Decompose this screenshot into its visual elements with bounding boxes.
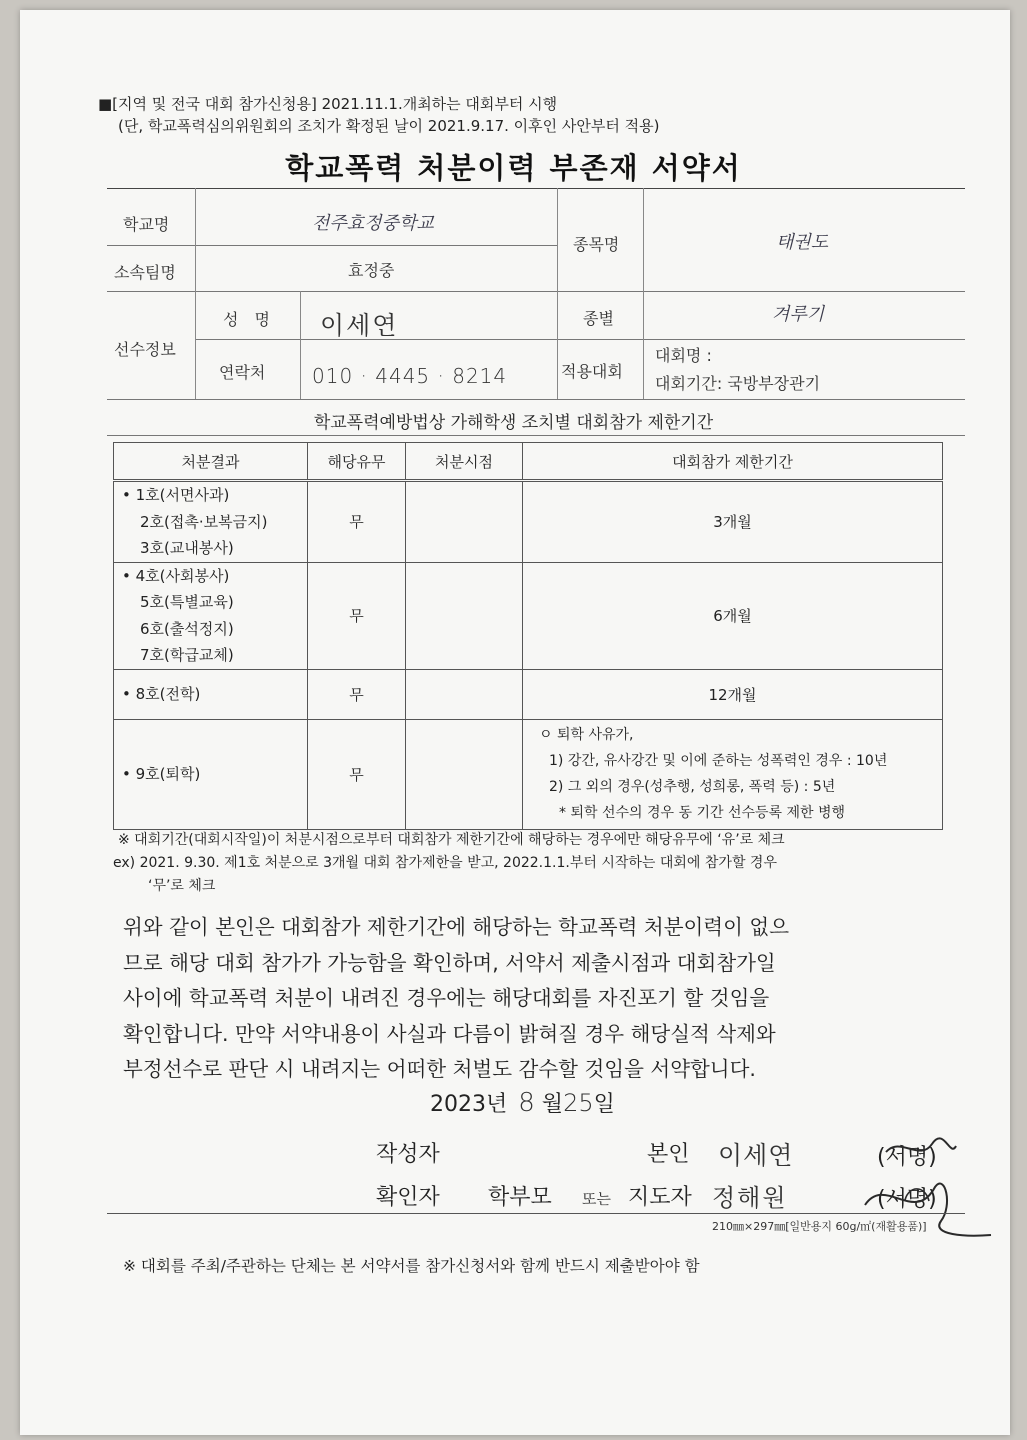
result-cell — [114, 719, 308, 829]
player-info-label: 선수정보 — [114, 340, 176, 359]
expulsion-reason-line: * 퇴학 선수의 경우 동 기간 선수등록 제한 병행 — [559, 805, 846, 821]
result-line: • 8호(전학) — [122, 684, 201, 703]
table-row — [114, 669, 943, 719]
table-header-row — [114, 443, 943, 481]
self-name: 이세연 — [718, 1141, 794, 1170]
result-line: 2호(접촉·보복금지) — [140, 512, 268, 531]
applicable-cell: 무 — [308, 481, 406, 563]
applicable-cell: 무 — [308, 719, 406, 829]
table-row — [114, 481, 943, 563]
team-value: 효정중 — [348, 261, 395, 280]
restriction-table — [113, 442, 943, 830]
contact-label: 연락처 — [219, 363, 266, 382]
header-period: 대회참가 제한기간 — [523, 443, 943, 481]
event-value: 태권도 — [776, 232, 829, 253]
note-3: ‘무’로 체크 — [148, 878, 216, 894]
pledge-line: 확인합니다. 만약 서약내용이 사실과 다름이 밝혀질 경우 해당실적 삭제와 — [123, 1021, 776, 1046]
notice-line-2: (단, 학교폭력심의위원회의 조치가 확정된 날이 2021.9.17. 이후인 사안부터 적용) — [118, 117, 660, 135]
notice-line-1: ■[지역 및 전국 대회 참가신청용] 2021.11.1.개최하는 대회부터 시행 — [98, 95, 558, 113]
bottom-rule — [107, 1213, 965, 1214]
period-cell — [523, 719, 943, 829]
competition-name: 대회명 : — [655, 346, 712, 365]
contact-value: 010 · 4445 · 8214 — [312, 364, 508, 388]
expulsion-reason-line: ㅇ 퇴학 사유가, — [539, 727, 634, 743]
coach-label: 지도자 — [628, 1185, 692, 1210]
time-cell — [406, 719, 523, 829]
result-line: • 4호(사회봉사) — [122, 566, 230, 585]
coach-signature-scribble — [845, 1165, 995, 1255]
date-month-value: 8 — [518, 1088, 535, 1118]
category-label: 종별 — [583, 309, 614, 328]
applicable-cell: 무 — [308, 562, 406, 669]
pledge-line: 사이에 학교폭력 처분이 내려진 경우에는 해당대회를 자진포기 할 것임을 — [123, 986, 770, 1010]
result-line: 6호(출석정지) — [140, 619, 234, 638]
expulsion-reason-line: 1) 강간, 유사강간 및 이에 준하는 성폭력인 경우 : 10년 — [549, 753, 888, 769]
pledge-line: 므로 해당 대회 참가가 가능함을 확인하며, 서약서 제출시점과 대회참가일 — [123, 950, 776, 975]
result-line: 3호(교내봉사) — [140, 539, 234, 557]
school-value: 전주효정중학교 — [312, 213, 434, 234]
category-value: 겨루기 — [772, 304, 825, 325]
or-label: 또는 — [582, 1190, 611, 1208]
time-cell — [406, 481, 523, 563]
result-line: 7호(학급교체) — [140, 646, 234, 664]
pledge-line: 위와 같이 본인은 대회참가 제한기간에 해당하는 학교폭력 처분이력이 없으 — [123, 915, 790, 939]
date-year: 2023년 — [430, 1092, 508, 1117]
table-row — [114, 562, 943, 669]
date-day-value: 25 — [563, 1089, 594, 1117]
pledge-line: 부정선수로 판단 시 내려지는 어떠한 처벌도 감수할 것임을 서약합니다. — [123, 1057, 756, 1081]
expulsion-reason-line: 2) 그 외의 경우(성추행, 성희롱, 폭력 등) : 5년 — [549, 779, 836, 795]
parent-label: 학부모 — [488, 1185, 552, 1210]
writer-sign-label: (서명) — [877, 1145, 937, 1170]
result-line: • 1호(서면사과) — [122, 486, 230, 504]
result-line: • 9호(퇴학) — [122, 764, 201, 783]
name-label: 성 명 — [223, 310, 270, 329]
applicable-cell: 무 — [308, 669, 406, 719]
self-label: 본인 — [647, 1142, 690, 1167]
header-applicable: 해당유무 — [308, 443, 406, 481]
document-title: 학교폭력 처분이력 부존재 서약서 — [285, 151, 742, 185]
note-1: ※ 대회기간(대회시작일)이 처분시점으로부터 대회참가 제한기간에 해당하는 경우에만 해당유무에 ‘유’로 체크 — [118, 832, 785, 848]
confirmer-label: 확인자 — [376, 1185, 440, 1210]
period-cell: 3개월 — [523, 481, 943, 563]
table-row — [114, 719, 943, 829]
restriction-subtitle: 학교폭력예방법상 가해학생 조치별 대회참가 제한기간 — [313, 413, 714, 433]
date-day-label: 일 — [593, 1092, 615, 1117]
team-label: 소속팀명 — [114, 263, 176, 282]
time-cell — [406, 669, 523, 719]
name-value: 이세연 — [320, 311, 399, 340]
applied-competition-label: 적용대회 — [561, 362, 623, 381]
result-cell — [114, 481, 308, 563]
period-cell: 12개월 — [523, 669, 943, 719]
time-cell — [406, 562, 523, 669]
result-cell — [114, 669, 308, 719]
note-2: ex) 2021. 9.30. 제1호 처분으로 3개월 대회 참가제한을 받고, 2022.1.1.부터 시작하는 대회에 참가할 경우 — [113, 855, 777, 871]
result-cell — [114, 562, 308, 669]
date-month-label: 월 — [541, 1092, 564, 1117]
event-label: 종목명 — [573, 235, 620, 254]
result-line: 5호(특별교육) — [140, 593, 234, 611]
header-time: 처분시점 — [406, 443, 523, 481]
coach-sign-label: (서명) — [877, 1187, 937, 1212]
school-label: 학교명 — [123, 215, 170, 234]
competition-period: 대회기간: 국방부장관기 — [655, 374, 821, 393]
date-line — [430, 1087, 615, 1118]
header-result: 처분결과 — [114, 443, 308, 481]
paper-spec: 210㎜×297㎜[일반용지 60g/㎡(재활용품)] — [712, 1220, 927, 1233]
writer-label: 작성자 — [376, 1142, 440, 1167]
coach-name: 정해원 — [712, 1184, 788, 1212]
period-cell: 6개월 — [523, 562, 943, 669]
footer-note: ※ 대회를 주최/주관하는 단체는 본 서약서를 참가신청서와 함께 반드시 제출받아야 함 — [123, 1257, 700, 1275]
pledge-paragraph — [123, 910, 943, 1088]
